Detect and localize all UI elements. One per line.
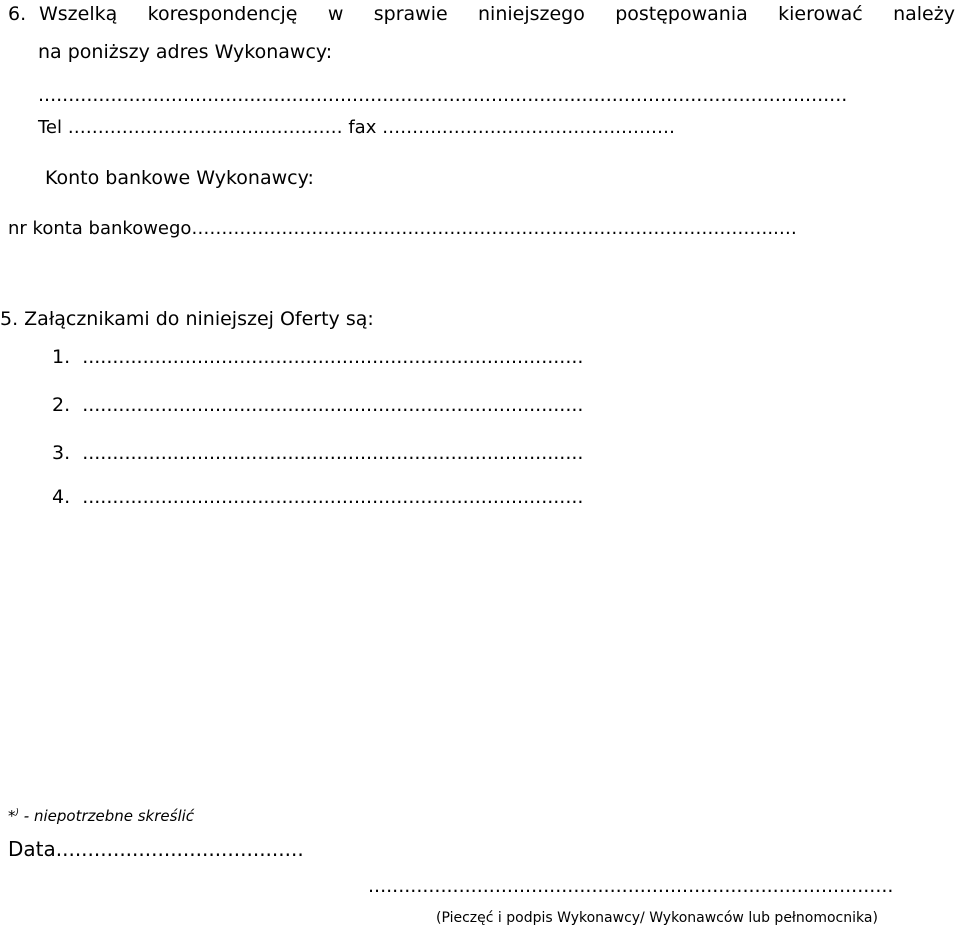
tel-fax-field[interactable]: Tel ……………………..……..………… fax ……….………..……………….……… xyxy=(38,117,675,138)
attachment-item-2[interactable] xyxy=(52,393,583,417)
attachment-dots: ................................................................................... xyxy=(82,346,584,368)
attachment-item-1[interactable] xyxy=(52,345,583,369)
attachment-item-3[interactable] xyxy=(52,441,583,465)
attachment-number: 3. xyxy=(52,442,71,464)
bank-account-field[interactable]: nr konta bankowego……………………………………………………………………………………..… xyxy=(8,218,797,239)
section-6-line-2: na poniższy adres Wykonawcy: xyxy=(38,41,333,63)
footnote-text: - niepotrzebne skreślić xyxy=(19,807,195,825)
signature-field[interactable]: ....................................................................................... xyxy=(368,875,894,897)
section-6-first-line xyxy=(39,2,955,26)
address-field[interactable]: ...................................................................................................................................... xyxy=(38,84,848,106)
section-6-line-1 xyxy=(8,2,955,26)
section-6-word: należy xyxy=(893,3,955,25)
attachment-number: 4. xyxy=(52,486,71,508)
attachments-heading: 5. Załącznikami do niniejszej Oferty są: xyxy=(0,308,374,330)
attachment-item-4[interactable] xyxy=(52,485,583,509)
footnote-mark: * xyxy=(8,807,16,825)
section-6-word: niniejszego xyxy=(478,3,585,25)
attachment-number: 2. xyxy=(52,394,71,416)
section-6-word: Wszelką xyxy=(39,3,118,25)
section-6-word: kierować xyxy=(778,3,863,25)
attachment-dots: ................................................................................... xyxy=(82,442,584,464)
footnote xyxy=(8,807,194,825)
footnote-sup: ) xyxy=(15,808,20,818)
signature-caption: (Pieczęć i podpis Wykonawcy/ Wykonawców lub pełnomocnika) xyxy=(436,910,878,926)
bank-account-heading: Konto bankowe Wykonawcy: xyxy=(45,167,314,189)
section-6-number: 6. xyxy=(8,3,27,25)
section-6-word: sprawie xyxy=(373,3,448,25)
section-6-word: postępowania xyxy=(615,3,748,25)
attachment-number: 1. xyxy=(52,346,71,368)
date-field[interactable]: Data....................................... xyxy=(8,837,304,861)
attachment-dots: ................................................................................... xyxy=(82,394,584,416)
attachment-dots: ................................................................................... xyxy=(82,486,584,508)
section-6-word: korespondencję xyxy=(147,3,298,25)
section-6-word: w xyxy=(327,3,344,25)
